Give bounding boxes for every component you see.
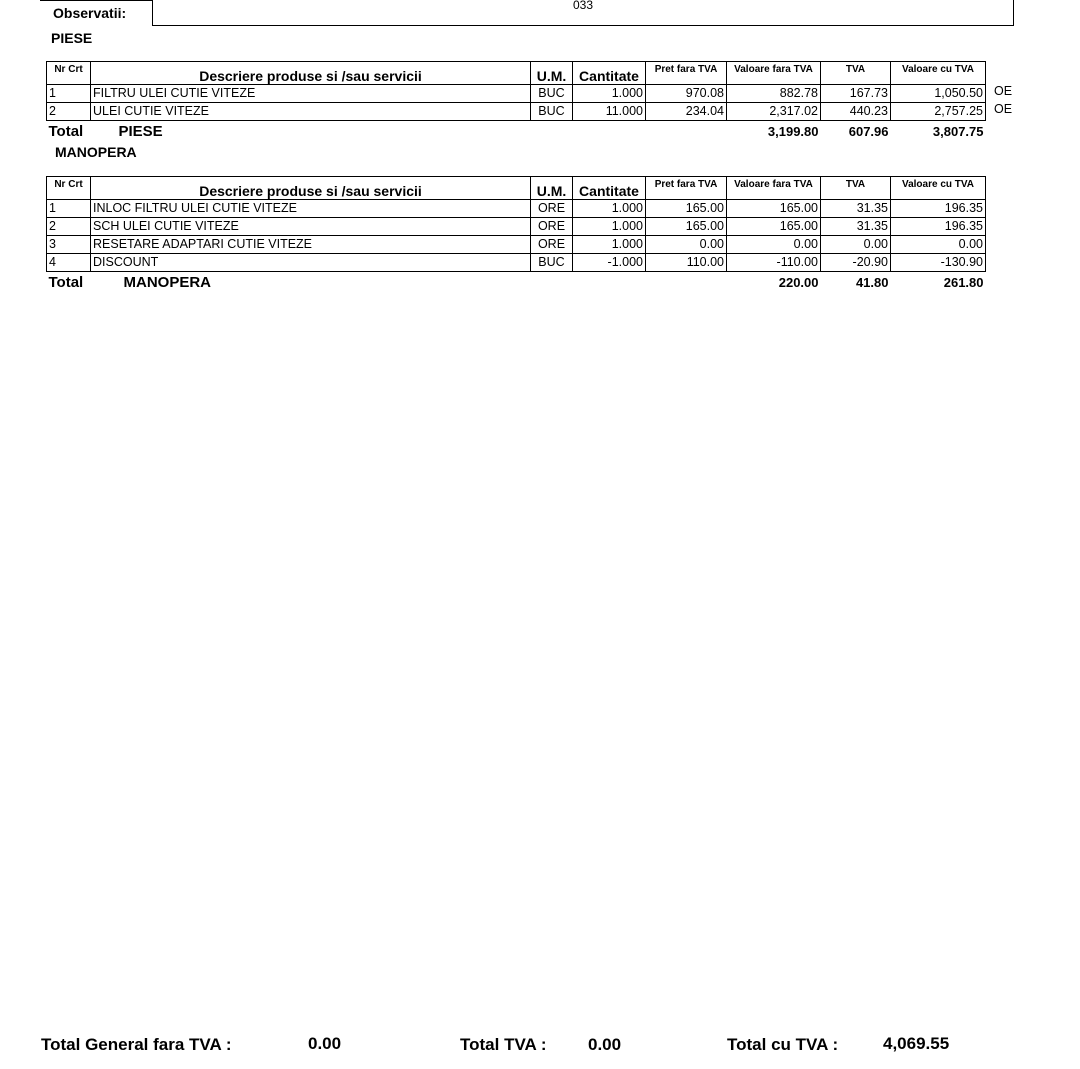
row-qty: 1.000: [573, 200, 646, 218]
row-total: 2,757.25: [891, 103, 986, 121]
row-nr: 4: [47, 254, 91, 272]
total-with-tva: 261.80: [943, 274, 984, 290]
row-um: BUC: [531, 254, 573, 272]
table-row: [47, 200, 986, 218]
total-label: Total: [48, 273, 84, 291]
row-price: 110.00: [646, 254, 727, 272]
row-um: ORE: [531, 200, 573, 218]
row-price: 165.00: [646, 218, 727, 236]
manopera-table: [46, 176, 986, 292]
observatii-box: [152, 0, 1014, 26]
piese-total-row: [47, 121, 986, 142]
total-tva: 41.80: [855, 274, 889, 290]
row-total: -130.90: [891, 254, 986, 272]
row-value: 165.00: [727, 200, 821, 218]
col-descriere: Descriere produse si /sau servicii: [91, 177, 531, 200]
table-row: [47, 236, 986, 254]
manopera-section-title: MANOPERA: [55, 144, 137, 160]
row-um: BUC: [531, 103, 573, 121]
row-total: 0.00: [891, 236, 986, 254]
col-nr-crt: Nr Crt: [47, 62, 91, 85]
col-pret: Pret fara TVA: [646, 62, 727, 85]
row-price: 165.00: [646, 200, 727, 218]
observatii-label: Observatii:: [53, 5, 127, 21]
row-nr: 2: [47, 218, 91, 236]
col-valoare: Valoare fara TVA: [727, 62, 821, 85]
row-tva: 31.35: [821, 218, 891, 236]
row-um: BUC: [531, 85, 573, 103]
col-nr-crt: Nr Crt: [47, 177, 91, 200]
row-value: 2,317.02: [727, 103, 821, 121]
total-section-name: PIESE: [118, 122, 163, 140]
row-desc: SCH ULEI CUTIE VITEZE: [91, 218, 531, 236]
table-row: [47, 103, 986, 121]
row-qty: 11.000: [573, 103, 646, 121]
col-descriere: Descriere produse si /sau servicii: [91, 62, 531, 85]
row-qty: 1.000: [573, 236, 646, 254]
row-total: 196.35: [891, 200, 986, 218]
manopera-header-row: [47, 177, 986, 200]
row-price: 970.08: [646, 85, 727, 103]
total-tva: 607.96: [848, 123, 889, 139]
row-desc: RESETARE ADAPTARI CUTIE VITEZE: [91, 236, 531, 254]
row-value: 165.00: [727, 218, 821, 236]
row-um: ORE: [531, 236, 573, 254]
total-value: 220.00: [778, 274, 819, 290]
col-valoare-cu-tva: Valoare cu TVA: [891, 62, 986, 85]
row-desc: INLOC FILTRU ULEI CUTIE VITEZE: [91, 200, 531, 218]
col-cantitate: Cantitate: [573, 62, 646, 85]
piese-section-title: PIESE: [51, 30, 93, 46]
row-nr: 1: [47, 85, 91, 103]
table-row: [47, 85, 986, 103]
row-desc: FILTRU ULEI CUTIE VITEZE: [91, 85, 531, 103]
row-desc: ULEI CUTIE VITEZE: [91, 103, 531, 121]
row-qty: 1.000: [573, 85, 646, 103]
row-price: 0.00: [646, 236, 727, 254]
row-um: ORE: [531, 218, 573, 236]
top-rule: [40, 0, 153, 1]
total-value: 3,199.80: [767, 123, 819, 139]
row-tva: 31.35: [821, 200, 891, 218]
total-label: Total: [48, 122, 84, 140]
total-tva-value: 0.00: [588, 1035, 622, 1054]
row-value: 882.78: [727, 85, 821, 103]
col-tva: TVA: [821, 177, 891, 200]
total-cu-tva-value: 4,069.55: [883, 1034, 950, 1053]
row-tva: 0.00: [821, 236, 891, 254]
col-cantitate: Cantitate: [573, 177, 646, 200]
row-tva: 167.73: [821, 85, 891, 103]
total-general-value: 0.00: [308, 1034, 342, 1053]
col-valoare-cu-tva: Valoare cu TVA: [891, 177, 986, 200]
manopera-total-row: [47, 272, 986, 293]
total-tva-label: Total TVA :: [460, 1035, 547, 1054]
col-tva: TVA: [821, 62, 891, 85]
total-section-name: MANOPERA: [123, 273, 212, 291]
piese-table: [46, 61, 986, 141]
total-cu-tva-label: Total cu TVA :: [727, 1035, 839, 1054]
row-qty: 1.000: [573, 218, 646, 236]
piese-header-row: [47, 62, 986, 85]
row-total: 196.35: [891, 218, 986, 236]
total-general-label: Total General fara TVA :: [41, 1035, 232, 1054]
row-total: 1,050.50: [891, 85, 986, 103]
col-um: U.M.: [531, 62, 573, 85]
table-row: [47, 254, 986, 272]
col-um: U.M.: [531, 177, 573, 200]
row-note: OE: [994, 102, 1013, 116]
total-with-tva: 3,807.75: [932, 123, 984, 139]
table-row: [47, 218, 986, 236]
col-valoare: Valoare fara TVA: [727, 177, 821, 200]
row-nr: 1: [47, 200, 91, 218]
row-price: 234.04: [646, 103, 727, 121]
row-nr: 3: [47, 236, 91, 254]
row-value: 0.00: [727, 236, 821, 254]
row-tva: 440.23: [821, 103, 891, 121]
col-pret: Pret fara TVA: [646, 177, 727, 200]
row-qty: -1.000: [573, 254, 646, 272]
row-desc: DISCOUNT: [91, 254, 531, 272]
row-tva: -20.90: [821, 254, 891, 272]
row-nr: 2: [47, 103, 91, 121]
row-note: OE: [994, 84, 1013, 98]
observatii-code: 033: [572, 0, 594, 12]
row-value: -110.00: [727, 254, 821, 272]
